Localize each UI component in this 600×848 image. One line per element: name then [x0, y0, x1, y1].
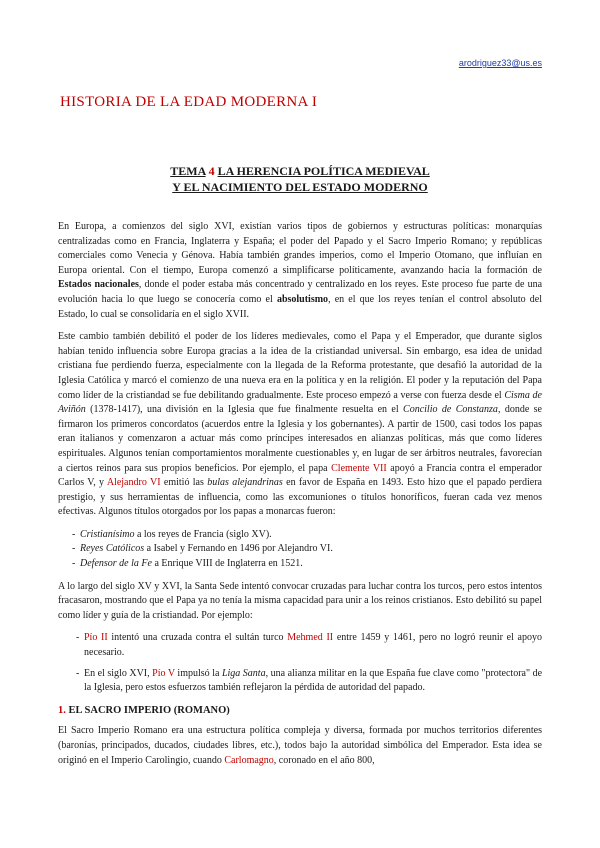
- term-cisma-avinon: Cisma de Aviñón: [58, 389, 542, 416]
- topic-number: 4: [208, 164, 215, 178]
- title-term: Reyes Católicos: [80, 543, 145, 555]
- text: a Isabel y Fernando en 1496 por Alejandro VI.: [144, 543, 333, 555]
- topic-heading: [0, 163, 600, 195]
- text: , donde el poder estaba más concentrado y centralizado en los reyes. Este proceso fue parte de una evolución hacia lo que luego se conocería como el: [58, 279, 543, 305]
- text: en favor de España en 1493. Esto hizo que el papado perdiera prestigio, y sus herramientas de influencia, como las excomuniones o títulos honoríficos, fueran cada vez menos efectivas. Algunos títulos otorgados por los papas a monarcas fueron:: [58, 477, 542, 518]
- text: entre 1459 y 1461, pero no logró reunir el apoyo necesario.: [84, 632, 542, 659]
- text: En el siglo XVI,: [84, 667, 153, 679]
- name-alejandro-vi: Alejandro VI: [106, 477, 161, 489]
- document-body: [58, 220, 542, 776]
- text: , donde se firmaron los primeros concordatos (acuerdos entre la Iglesia y los gobernantes). A partir de 1500, casi todos los papas eran italianos y comenzaron a actuar más como príncipes interesados en alianzas políticas, más que como líderes espirituales. Algunos tenían comportamientos moralmente cuestionables y, en lugar de ser árbitros neutrales, favorecían a ciertos reinos para sus propios beneficios. Por ejemplo, el papa: [58, 404, 542, 474]
- text: a Enrique VIII de Inglaterra en 1521.: [151, 558, 303, 570]
- text: (1378-1417), una división en la Iglesia que fue finalmente resuelta en el: [85, 404, 404, 416]
- term-liga-santa: Liga Santa: [221, 667, 266, 679]
- list-item: [58, 528, 542, 543]
- title-term: Defensor de la Fe: [80, 558, 152, 570]
- text: Este cambio también debilitó el poder de los líderes medievales, como el Papa y el Emperador, que durante siglos habían tenido influencia sobre Europa gracias a la idea de la cristiandad universal. Sin embargo, esa idea de unidad cristiana fue perdiendo fuerza, especialmente con la llegada de la Reforma protestante, que desafió la autoridad de la Iglesia Católica y marcó el comienzo de una nueva era en la política y en la religión. El poder y la reputación del Papa como líder de la cristiandad se fue debilitando gradualmente. Este proceso empezó a verse con fuerza desde el: [58, 331, 542, 401]
- paragraph-intro: [58, 220, 542, 322]
- text: impulsó la: [174, 667, 222, 679]
- papal-titles-list: [58, 528, 542, 572]
- list-item: [58, 557, 542, 572]
- topic-label: TEMA: [170, 164, 206, 178]
- section-title: EL SACRO IMPERIO (ROMANO): [68, 704, 230, 716]
- name-pio-v: Pío V: [152, 667, 175, 679]
- term-concilio-constanza: Concilio de Constanza: [403, 404, 498, 416]
- crusade-examples-list: [58, 631, 542, 695]
- author-email-link[interactable]: arodriguez33@us.es: [458, 58, 542, 68]
- section-heading: [58, 704, 542, 719]
- list-item: [58, 542, 542, 557]
- text: En Europa, a comienzos del siglo XVI, existían varios tipos de gobiernos y estructuras políticas: monarquías centralizadas como en Francia, Inglaterra y España; el poder del Papado y el Sacro Imperio Romano; y repúblicas comerciales como Venecia y Génova. Había también grandes imperios, como el Imperio Otomano, que influían en Europa oriental. Con el tiempo, Europa comenzó a simplificarse políticamente, avanzando hacia la formación de: [58, 221, 542, 276]
- text: El Sacro Imperio Romano era una estructura política compleja y diversa, formada por muchos territorios diferentes (baronías, principados, ducados, ciudades libres, etc.), todos bajo la autoridad simbólica del Emperador. Esta idea se originó en el Imperio Carolingio, cuando: [58, 725, 542, 766]
- name-carlomagno: Carlomagno: [224, 754, 274, 766]
- term-absolutismo: absolutismo: [276, 293, 329, 305]
- term-estados-nacionales: Estados nacionales: [58, 279, 139, 291]
- paragraph-papacy: [58, 330, 542, 520]
- term-bulas-alejandrinas: bulas alejandrinas: [207, 477, 283, 489]
- name-pio-ii: Pío II: [84, 632, 108, 644]
- list-item: [58, 631, 542, 660]
- text: emitió las: [160, 477, 208, 489]
- title-term: Cristianísimo: [80, 528, 135, 540]
- text: a los reyes de Francia (siglo XV).: [134, 528, 272, 540]
- topic-title-line1: LA HERENCIA POLÍTICA MEDIEVAL: [217, 164, 430, 178]
- paragraph-sacro-imperio: [58, 724, 542, 768]
- text: , coronado en el año 800,: [273, 754, 375, 766]
- name-mehmed-ii: Mehmed II: [287, 632, 334, 644]
- text: , en el que los reyes tenían el control absoluto del Estado, lo cual se consolidaría en el siglo XVII.: [58, 293, 542, 320]
- text: intentó una cruzada contra el sultán turco: [107, 632, 288, 644]
- course-title: HISTORIA DE LA EDAD MODERNA I: [60, 94, 318, 110]
- paragraph-crusades: A lo largo del siglo XV y XVI, la Santa Sede intentó convocar cruzadas para luchar contra los turcos, pero estos intentos fracasaron, mostrando que el Papa ya no tenía la misma capacidad para unir a los reinos cristianos. Esto debilitó su papel como líder y guía de la cristiandad. Por ejemplo:: [58, 580, 542, 621]
- text: , una alianza militar en la que España fue clave como "protectora" de la Iglesia, pero estos esfuerzos también reflejaron la pérdida de autoridad del papado.: [84, 667, 543, 694]
- topic-title-line2: Y EL NACIMIENTO DEL ESTADO MODERNO: [172, 180, 428, 194]
- section-number: 1.: [58, 704, 66, 716]
- list-item: [58, 667, 542, 696]
- name-clemente-vii: Clemente VII: [331, 462, 387, 474]
- text: apoyó a Francia contra el emperador Carlos V, y: [58, 462, 542, 489]
